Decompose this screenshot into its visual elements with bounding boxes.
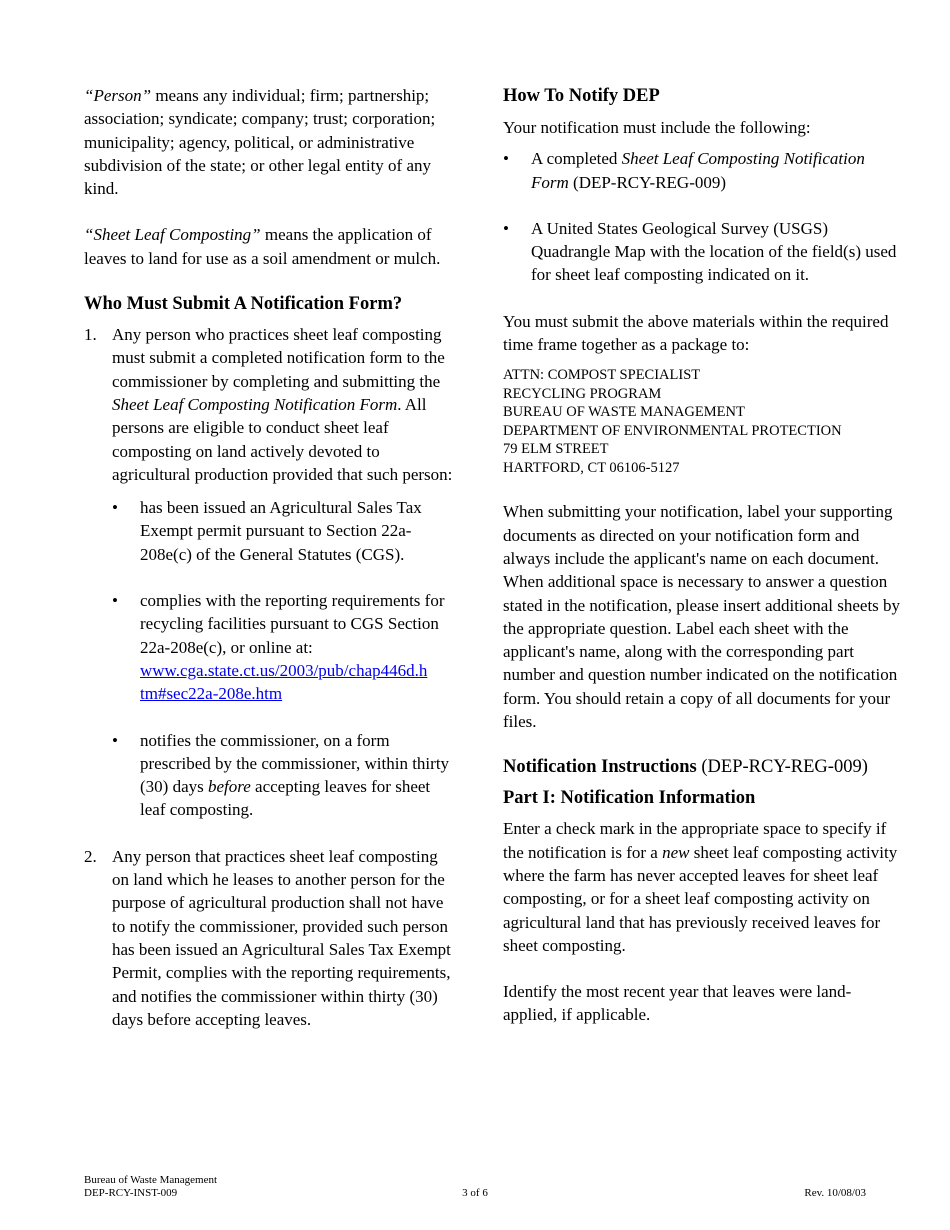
list-number: 1. — [84, 325, 97, 345]
statute-link[interactable] — [140, 661, 427, 703]
right-column — [503, 84, 903, 1027]
bullet-tax-exempt — [112, 496, 454, 566]
bullet-icon: • — [112, 591, 118, 611]
link-text: www.cga.state.ct.us/2003/pub/chap446d.h — [140, 660, 428, 680]
heading-text: Notification Instructions — [503, 757, 697, 778]
text-segment: notifies the commissioner, on a form prescribed by the commissioner, within thirty (30) days — [140, 730, 450, 797]
footer-org: Bureau of Waste Management — [84, 1174, 218, 1186]
list-number: 2. — [84, 846, 97, 866]
address-line: DEPARTMENT OF ENVIRONMENTAL PROTECTION — [503, 422, 842, 439]
text-segment: (DEP-RCY-REG-009) — [568, 172, 727, 192]
mailing-address — [503, 366, 903, 477]
form-code: (DEP-RCY-REG-009) — [696, 757, 868, 778]
link-text: tm#sec22a-208e.htm — [140, 684, 283, 704]
bullet-icon: • — [112, 730, 118, 750]
requirement-form — [503, 147, 903, 194]
bullet-icon: • — [503, 218, 509, 238]
bullet-icon: • — [503, 149, 509, 169]
definition-sheet-leaf-composting — [84, 223, 454, 270]
left-column — [84, 84, 454, 1031]
submit-instructions: You must submit the above materials within the required time frame together as a package to: — [503, 311, 889, 355]
section-heading-part-1: Part I: Notification Information — [503, 788, 756, 809]
year-instructions: Identify the most recent year that leaves were land-applied, if applicable. — [503, 982, 852, 1025]
definition-term: “Sheet Leaf Composting” — [84, 225, 261, 245]
bullet-text: A United States Geological Survey (USGS) Quadrangle Map with the location of the field(s) used for sheet leaf composting indicated on it. — [531, 218, 897, 285]
bullet-text — [140, 589, 454, 705]
definition-person — [84, 84, 454, 200]
section-heading-notification-instructions — [503, 755, 903, 779]
list-item-1 — [84, 323, 454, 822]
emphasis: before — [207, 777, 251, 797]
list-item-text: Any person that practices sheet leaf composting on land which he leases to another person for the purpose of agricultural production shall not have to notify the commissioner, provided such person has been issued an Agricultural Sales Tax Exempt Permit, complies with the reporting requirements, and notifies the commissioner within thirty (30) days before accepting leaves. — [112, 846, 451, 1029]
definition-text: means any individual; firm; partnership; association; syndicate; company; trust; corporation; municipality; agency, political, or administrative subdivision of the state; or other legal entity of any kind. — [84, 86, 436, 199]
bullet-notifies — [112, 729, 454, 822]
bullet-text — [140, 729, 454, 822]
section-heading-who-must-submit: Who Must Submit A Notification Form? — [84, 294, 403, 315]
address-line: BUREAU OF WASTE MANAGEMENT — [503, 404, 745, 421]
list-item-text — [112, 323, 454, 486]
emphasis: new — [662, 842, 690, 862]
definition-term: “Person” — [84, 86, 152, 105]
footer-left — [84, 1174, 217, 1200]
text-segment: A completed — [531, 149, 622, 169]
labeling-instructions: When submitting your notification, label your supporting documents as directed on your notification form and always include the applicant's name on each document. When additional space is necessary to answer a question stated in the notification, please insert additional sheets by the appropriate question. Label each sheet with the applicant's name, along with the corresponding part number and question number indicated on the notification form. You should retain a copy of all documents for your files. — [503, 502, 901, 732]
address-line: 79 ELM STREET — [503, 441, 609, 458]
footer-doc-code: DEP-RCY-INST-009 — [84, 1187, 178, 1199]
form-name-emphasis: Sheet Leaf Composting Notification Form — [112, 394, 398, 414]
address-line: ATTN: COMPOST SPECIALIST — [503, 367, 701, 384]
requirement-map — [503, 217, 903, 287]
bullet-reporting — [112, 589, 454, 705]
part-1-text — [503, 817, 903, 957]
footer-revision: Rev. 10/08/03 — [804, 1187, 866, 1199]
definition-text: means the application of leaves to land for use as a soil amendment or mulch. — [84, 225, 441, 268]
text-segment: accepting leaves for sheet leaf composting. — [140, 777, 431, 820]
text-segment: complies with the reporting requirements for recycling facilities pursuant to CGS Section 22a-208e(c), or online at: — [140, 591, 445, 657]
text-segment: . All persons are eligible to conduct sheet leaf composting on land actively devoted to agricultural production provided that such person: — [112, 394, 453, 484]
bullet-text — [531, 147, 903, 194]
bullet-icon: • — [112, 498, 118, 518]
footer-page-number: 3 of 6 — [462, 1187, 488, 1199]
list-item-2 — [84, 845, 454, 1031]
text-segment: sheet leaf composting activity where the farm has never accepted leaves for sheet leaf composting, or for a sheet leaf composting activity on agricultural land that has previously received leaves for sheet composting. — [503, 842, 898, 955]
address-line: RECYCLING PROGRAM — [503, 385, 662, 402]
intro-text: Your notification must include the following: — [503, 118, 811, 137]
form-name-emphasis: Sheet Leaf Composting Notification Form — [531, 149, 865, 192]
section-heading-how-to-notify: How To Notify DEP — [503, 86, 660, 106]
address-line: HARTFORD, CT 06106-5127 — [503, 459, 680, 476]
text-segment: Enter a check mark in the appropriate space to specify if the notification is for a — [503, 819, 887, 862]
bullet-text: has been issued an Agricultural Sales Tax Exempt permit pursuant to Section 22a-208e(c) of the General Statutes (CGS). — [140, 498, 422, 564]
text-segment: Any person who practices sheet leaf composting must submit a completed notification form to the commissioner by completing and submitting the — [112, 325, 445, 391]
